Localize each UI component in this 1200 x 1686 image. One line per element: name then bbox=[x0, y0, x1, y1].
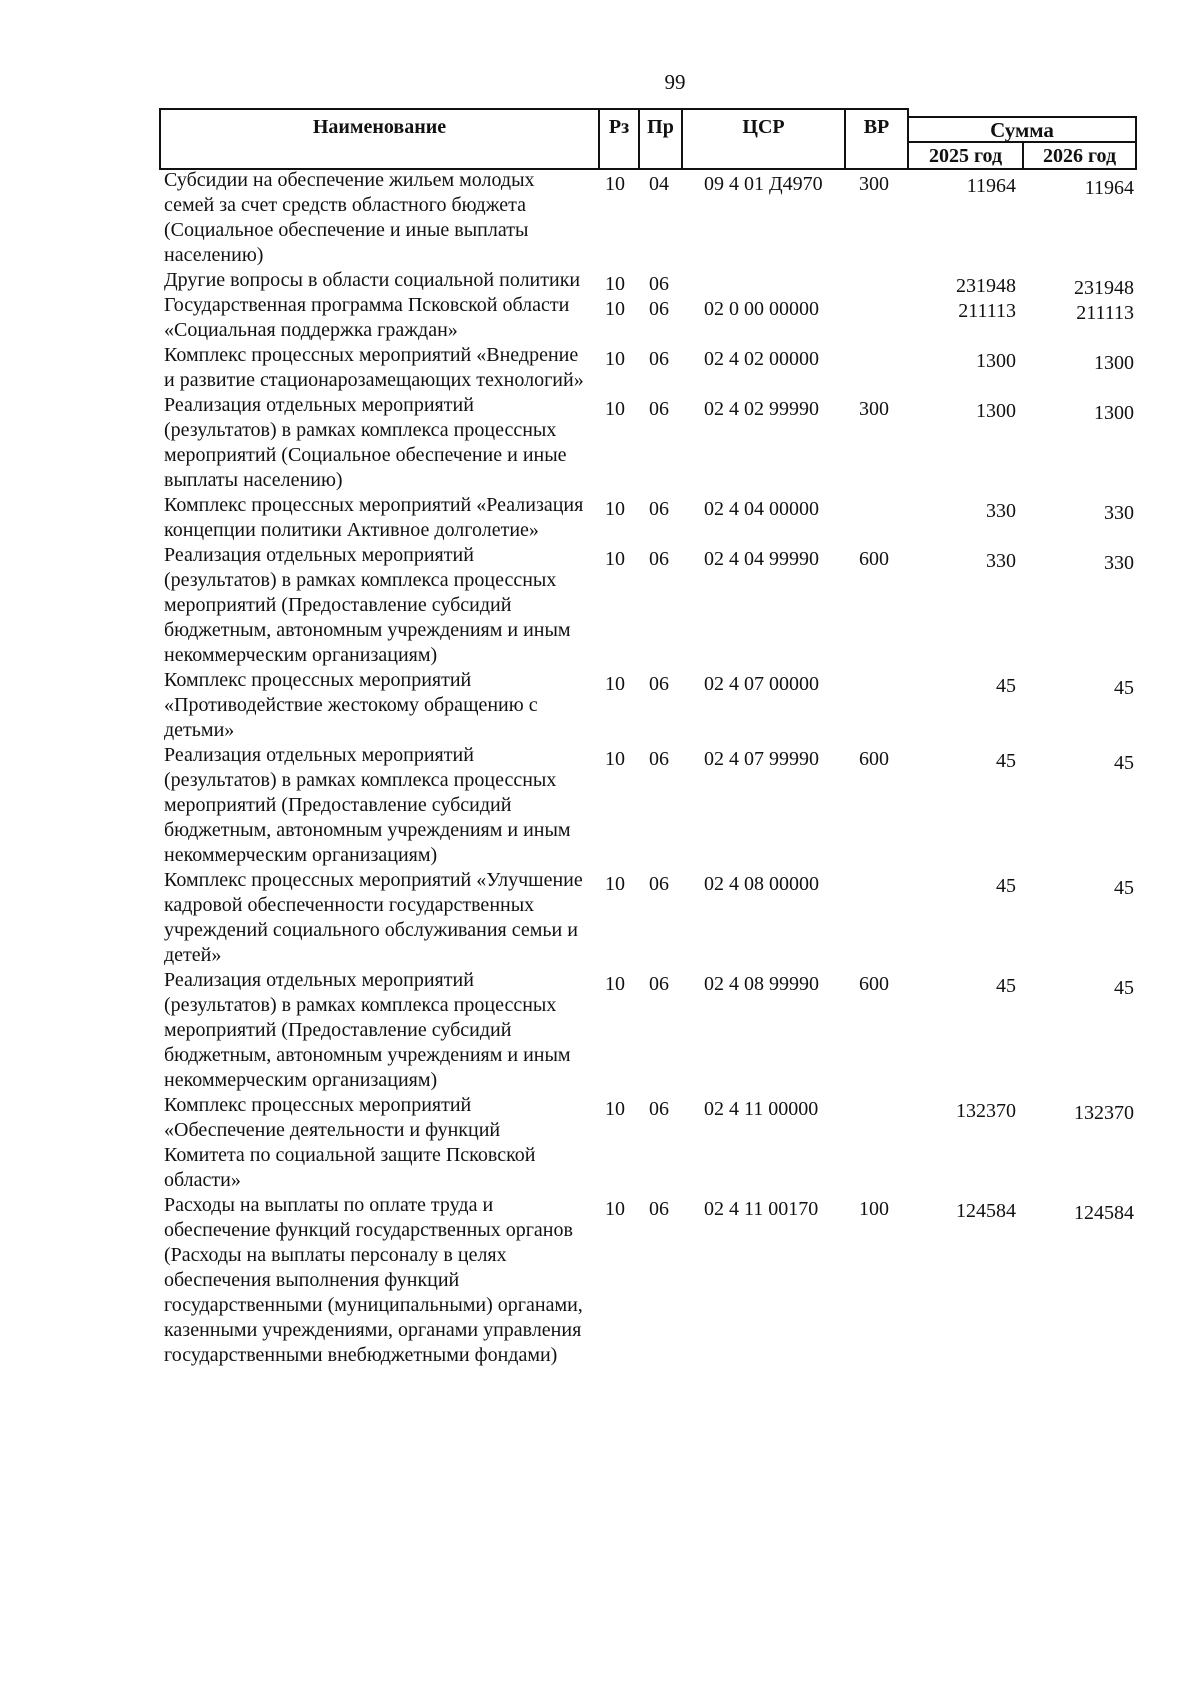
row-csr: 02 4 11 00000 bbox=[704, 1098, 819, 1120]
table-row bbox=[159, 268, 1137, 299]
row-csr: 02 4 07 99990 bbox=[704, 748, 819, 770]
header-pr: Пр bbox=[647, 116, 674, 138]
row-sum-2026: 330 bbox=[1104, 552, 1134, 574]
row-pr: 06 bbox=[649, 673, 669, 695]
table-row bbox=[159, 293, 1137, 343]
row-sum-2026: 1300 bbox=[1094, 402, 1134, 424]
row-csr: 02 4 08 00000 bbox=[704, 873, 819, 895]
row-csr: 02 4 07 00000 bbox=[704, 673, 819, 695]
row-rz: 10 bbox=[605, 1098, 625, 1120]
row-sum-2025: 211113 bbox=[958, 300, 1016, 322]
table-row bbox=[159, 743, 1137, 868]
row-sum-2025: 330 bbox=[986, 500, 1016, 522]
table-body bbox=[159, 168, 1137, 1368]
row-sum-2026: 124584 bbox=[1074, 1202, 1134, 1224]
table-row bbox=[159, 168, 1137, 268]
row-pr: 06 bbox=[649, 498, 669, 520]
row-sum-2025: 124584 bbox=[956, 1200, 1016, 1222]
row-sum-2025: 45 bbox=[996, 875, 1016, 897]
header-sum: Сумма bbox=[907, 116, 1137, 143]
row-sum-2025: 1300 bbox=[976, 350, 1016, 372]
row-name: Расходы на выплаты по оплате труда и обеспечение функций государственных органов (Расходы на выплаты персоналу в целях обеспечения выполнения функций государственными (муниципальными) органами, казенными учреждениями, органами управления государственными внебюджетными фондами) bbox=[164, 1194, 583, 1366]
row-sum-2026: 11964 bbox=[1084, 177, 1134, 199]
row-pr: 06 bbox=[649, 873, 669, 895]
row-name: Реализация отдельных мероприятий (результатов) в рамках комплекса процессных мероприятий (Социальное обеспечение и иные выплаты населению) bbox=[164, 394, 567, 491]
row-sum-2026: 231948 bbox=[1074, 277, 1134, 299]
row-rz: 10 bbox=[605, 298, 625, 320]
page-number: 99 bbox=[664, 70, 686, 94]
row-rz: 10 bbox=[605, 173, 625, 195]
row-sum-2026: 1300 bbox=[1094, 352, 1134, 374]
row-pr: 06 bbox=[649, 398, 669, 420]
header-name: Наименование bbox=[312, 116, 447, 138]
row-rz: 10 bbox=[605, 873, 625, 895]
row-pr: 06 bbox=[649, 973, 669, 995]
row-pr: 06 bbox=[649, 348, 669, 370]
row-rz: 10 bbox=[605, 548, 625, 570]
row-pr: 06 bbox=[649, 748, 669, 770]
row-vr: 600 bbox=[859, 748, 889, 770]
row-sum-2025: 45 bbox=[996, 975, 1016, 997]
header-pr-cell bbox=[638, 108, 683, 170]
row-rz: 10 bbox=[605, 348, 625, 370]
row-name: Реализация отдельных мероприятий (результатов) в рамках комплекса процессных мероприятий (Предоставление субсидий бюджетным, автономным учреждениям и иным некоммерческим организациям) bbox=[164, 544, 571, 666]
row-sum-2025: 1300 bbox=[976, 400, 1016, 422]
table-row bbox=[159, 543, 1137, 668]
header-rz-cell bbox=[598, 108, 640, 170]
table-row bbox=[159, 1093, 1137, 1193]
row-name: Реализация отдельных мероприятий (результатов) в рамках комплекса процессных мероприятий (Предоставление субсидий бюджетным, автономным учреждениям и иным некоммерческим организациям) bbox=[164, 969, 571, 1091]
row-sum-2026: 45 bbox=[1114, 877, 1134, 899]
row-name: Субсидии на обеспечение жильем молодых семей за счет средств областного бюджета (Социальное обеспечение и иные выплаты населению) bbox=[164, 169, 535, 266]
row-pr: 04 bbox=[649, 173, 669, 195]
row-sum-2026: 45 bbox=[1114, 752, 1134, 774]
row-sum-2026: 211113 bbox=[1076, 302, 1134, 324]
row-csr: 02 4 04 00000 bbox=[704, 498, 819, 520]
row-name: Другие вопросы в области социальной политики bbox=[164, 269, 581, 291]
row-vr: 300 bbox=[859, 173, 889, 195]
row-pr: 06 bbox=[649, 548, 669, 570]
row-name: Комплекс процессных мероприятий «Реализация концепции политики Активное долголетие» bbox=[164, 494, 584, 541]
row-sum-2026: 132370 bbox=[1074, 1102, 1134, 1124]
header-csr-cell bbox=[681, 108, 846, 170]
header-rz: Рз bbox=[608, 116, 630, 138]
header-sum-group bbox=[907, 116, 1137, 170]
row-csr: 02 4 11 00170 bbox=[704, 1198, 819, 1220]
row-sum-2025: 45 bbox=[996, 750, 1016, 772]
row-name: Комплекс процессных мероприятий «Противодействие жестокому обращению с детьми» bbox=[164, 669, 538, 741]
row-pr: 06 bbox=[649, 1098, 669, 1120]
header-year-2025: 2025 год bbox=[907, 141, 1024, 170]
row-rz: 10 bbox=[605, 1198, 625, 1220]
row-name: Комплекс процессных мероприятий «Обеспечение деятельности и функций Комитета по социальной защите Псковской области» bbox=[164, 1094, 536, 1191]
header-csr: ЦСР bbox=[742, 116, 785, 138]
row-vr: 600 bbox=[859, 548, 889, 570]
table-row bbox=[159, 393, 1137, 493]
row-vr: 100 bbox=[859, 1198, 889, 1220]
row-sum-2026: 45 bbox=[1114, 977, 1134, 999]
row-sum-2025: 330 bbox=[986, 550, 1016, 572]
table-row bbox=[159, 868, 1137, 968]
row-name: Государственная программа Псковской области «Социальная поддержка граждан» bbox=[164, 294, 570, 341]
header-year-2026: 2026 год bbox=[1022, 141, 1137, 170]
row-name: Реализация отдельных мероприятий (результатов) в рамках комплекса процессных мероприятий (Предоставление субсидий бюджетным, автономным учреждениям и иным некоммерческим организациям) bbox=[164, 744, 571, 866]
header-name-cell bbox=[159, 108, 600, 170]
row-sum-2026: 45 bbox=[1114, 677, 1134, 699]
row-csr: 09 4 01 Д4970 bbox=[704, 173, 823, 195]
row-name: Комплекс процессных мероприятий «Улучшение кадровой обеспеченности государственных учреждений социального обслуживания семьи и детей» bbox=[164, 869, 583, 966]
row-sum-2025: 45 bbox=[996, 675, 1016, 697]
header-vr-cell bbox=[844, 108, 909, 170]
row-csr: 02 4 04 99990 bbox=[704, 548, 819, 570]
table-row bbox=[159, 1193, 1137, 1368]
row-name: Комплекс процессных мероприятий «Внедрение и развитие стационарозамещающих технологий» bbox=[164, 344, 584, 391]
row-csr: 02 4 08 99990 bbox=[704, 973, 819, 995]
header-vr: ВР bbox=[863, 116, 890, 138]
table-row bbox=[159, 668, 1137, 743]
table-row bbox=[159, 343, 1137, 393]
row-rz: 10 bbox=[605, 673, 625, 695]
row-rz: 10 bbox=[605, 498, 625, 520]
row-vr: 300 bbox=[859, 398, 889, 420]
row-rz: 10 bbox=[605, 398, 625, 420]
row-rz: 10 bbox=[605, 273, 625, 295]
table-row bbox=[159, 968, 1137, 1093]
row-csr: 02 4 02 99990 bbox=[704, 398, 819, 420]
row-sum-2025: 132370 bbox=[956, 1100, 1016, 1122]
row-rz: 10 bbox=[605, 973, 625, 995]
row-pr: 06 bbox=[649, 273, 669, 295]
row-csr: 02 0 00 00000 bbox=[704, 298, 819, 320]
row-sum-2026: 330 bbox=[1104, 502, 1134, 524]
row-sum-2025: 231948 bbox=[956, 275, 1016, 297]
row-pr: 06 bbox=[649, 1198, 669, 1220]
table-row bbox=[159, 493, 1137, 543]
table-header bbox=[159, 108, 1137, 170]
row-pr: 06 bbox=[649, 298, 669, 320]
row-sum-2025: 11964 bbox=[966, 175, 1016, 197]
row-rz: 10 bbox=[605, 748, 625, 770]
row-csr: 02 4 02 00000 bbox=[704, 348, 819, 370]
row-vr: 600 bbox=[859, 973, 889, 995]
